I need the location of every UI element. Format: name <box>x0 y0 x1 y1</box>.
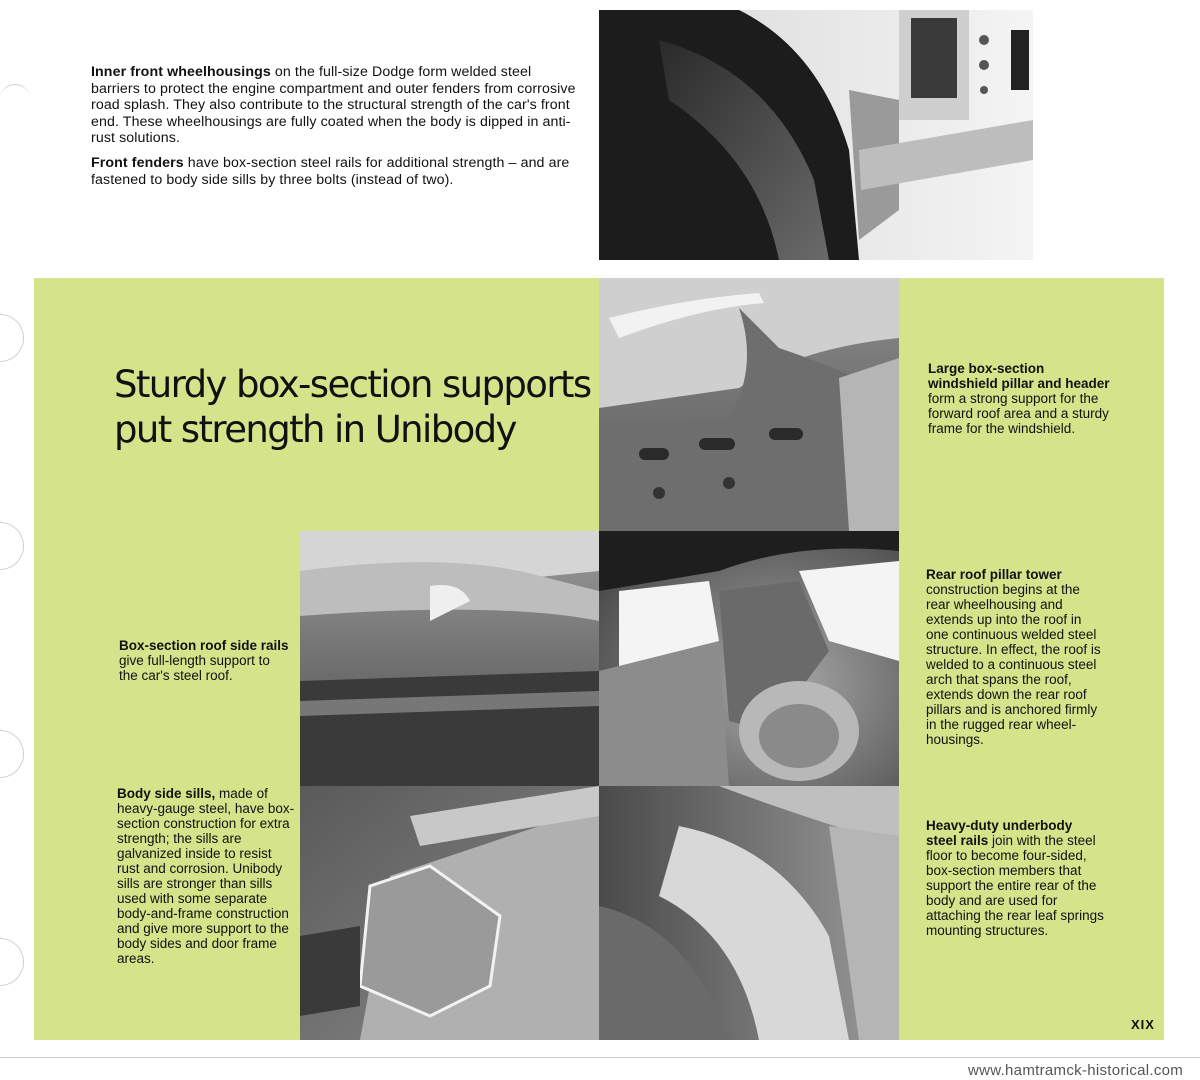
caption-body: construction begins at the rear wheelhousing and extends up into the roof in one continuous welded steel structure. In effect, the roof is welded to a continuous steel arch that spans the roof, extends down the rear roof pillars and is anchored firmly in the rugged rear wheel-housings. <box>926 582 1101 747</box>
caption-body: made of heavy-gauge steel, have box-section construction for extra strength; the sills are galvanized inside to resist rust and corrosion. Unibody sills are stronger than sills used with some separate body-and-frame construction and give more support to the body sides and door frame areas. <box>117 786 295 966</box>
binder-hole <box>0 84 30 120</box>
binder-hole <box>0 938 24 986</box>
photo-windshield-pillar <box>599 278 899 531</box>
page-number: XIX <box>1131 1017 1155 1032</box>
caption-underbody-rails <box>926 818 1106 938</box>
intro-body-fenders: have box-section steel rails for additional strength – and are fastened to body side sills by three bolts (instead of two). <box>91 154 570 188</box>
caption-rear-roof-pillar <box>926 567 1106 747</box>
caption-body: form a strong support for the forward roof area and a sturdy frame for the windshield. <box>928 391 1109 436</box>
caption-body: give full-length support to the car's steel roof. <box>119 653 270 683</box>
headline-line-2: put strength in Unibody <box>114 408 516 451</box>
intro-body-wheelhousings: on the full-size Dodge form welded steel barriers to protect the engine compartment and outer fenders from corrosive road splash. They also contribute to the structural strength of the car's front end. These wheelhousings are fully coated when the body is dipped in anti-rust solutions. <box>91 64 576 147</box>
photo-front-wheelhousing <box>599 10 1033 260</box>
caption-roof-side-rails <box>119 638 289 683</box>
photo-roof-side-rails <box>300 531 599 786</box>
watermark: www.hamtramck-historical.com <box>968 1062 1184 1079</box>
binder-hole <box>0 730 24 778</box>
intro-paragraph-fenders <box>91 155 576 188</box>
caption-term: Rear roof pillar tower <box>926 567 1062 582</box>
headline <box>114 362 594 452</box>
caption-term: Large box-section windshield pillar and header <box>928 361 1110 391</box>
caption-term: Box-section roof side rails <box>119 638 289 653</box>
intro-paragraph-wheelhousings <box>91 64 576 147</box>
intro-text <box>91 64 576 196</box>
intro-term-wheelhousings: Inner front wheelhousings <box>91 64 271 80</box>
caption-body-side-sills <box>117 786 297 966</box>
photo-underbody-rails <box>599 786 899 1040</box>
binder-hole <box>0 314 24 362</box>
caption-body: join with the steel floor to become four-sided, box-section members that support the entire rear of the body and are used for attaching the rear leaf springs mounting structures. <box>926 833 1104 938</box>
photo-body-side-sills <box>300 786 599 1040</box>
intro-term-fenders: Front fenders <box>91 154 184 171</box>
divider <box>0 1057 1200 1058</box>
headline-line-1: Sturdy box-section supports <box>114 363 591 406</box>
photo-rear-roof-pillar <box>599 531 899 786</box>
caption-term: Heavy-duty underbody steel rails <box>926 818 1073 848</box>
caption-term: Body side sills, <box>117 786 216 801</box>
caption-windshield-pillar <box>928 361 1110 436</box>
binder-hole <box>0 522 24 570</box>
